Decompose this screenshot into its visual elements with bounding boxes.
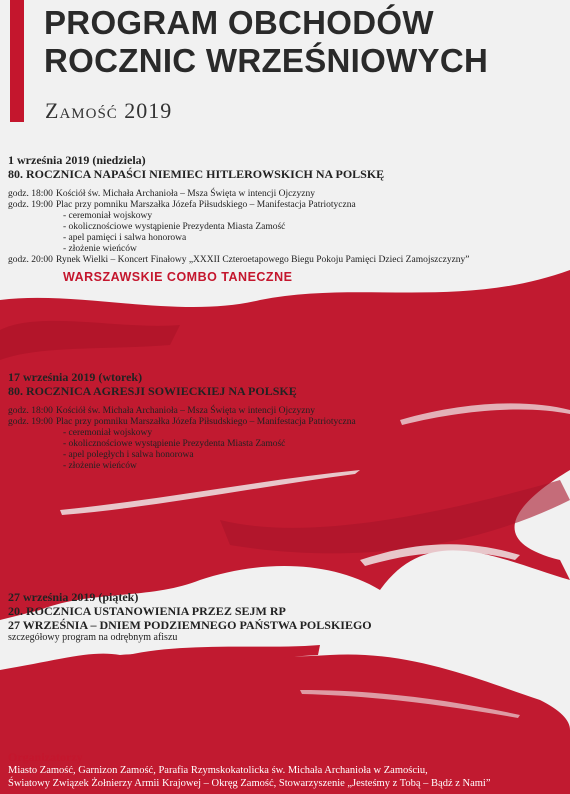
- schedule-entry: [8, 417, 356, 428]
- entry-time: godz. 18:00: [8, 189, 53, 199]
- schedule-sub-item: - apel pamięci i salwa honorowa: [63, 233, 187, 243]
- schedule-entry: [8, 200, 470, 211]
- section-sept-17: [8, 370, 356, 472]
- section-headline: 80. ROCZNICA NAPAŚCI NIEMIEC HITLEROWSKICH NA POLSKĘ: [8, 167, 385, 181]
- schedule-entry: [8, 255, 470, 266]
- section-date: 1 września 2019 (niedziela): [8, 153, 146, 167]
- section-sept-27: [8, 590, 372, 644]
- page-subtitle: Zamość 2019: [45, 98, 173, 123]
- organizers-title: Organizatorzy: [8, 750, 83, 764]
- page-title: [44, 4, 488, 80]
- schedule-sub-item: - ceremoniał wojskowy: [63, 211, 153, 221]
- schedule-list: [8, 406, 356, 472]
- entry-time: godz. 19:00: [8, 200, 53, 210]
- schedule-entry: [8, 189, 470, 200]
- organizers-line-1: Miasto Zamość, Garnizon Zamość, Parafia Rzymskokatolicka św. Michała Archanioła w Zamościu,: [8, 765, 428, 776]
- entry-text: Plac przy pomniku Marszałka Józefa Piłsudskiego – Manifestacja Patriotyczna: [56, 200, 356, 210]
- schedule-sub-item: - złożenie wieńców: [63, 244, 137, 254]
- entry-text: Kościół św. Michała Archanioła – Msza Święta w intencji Ojczyzny: [56, 189, 315, 199]
- entry-time: godz. 18:00: [8, 406, 53, 416]
- section-note: szczegółowy program na odrębnym afiszu: [8, 632, 178, 643]
- schedule-list: [8, 189, 470, 266]
- title-line-1: PROGRAM OBCHODÓW: [44, 4, 434, 41]
- title-line-2: ROCZNIC WRZEŚNIOWYCH: [44, 42, 489, 79]
- entry-text: Plac przy pomniku Marszałka Józefa Piłsudskiego – Manifestacja Patriotyczna: [56, 417, 356, 427]
- schedule-sub-item: - okolicznościowe wystąpienie Prezydenta Miasta Zamość: [63, 439, 286, 449]
- schedule-sub-item: - okolicznościowe wystąpienie Prezydenta Miasta Zamość: [63, 222, 286, 232]
- featured-event: WARSZAWSKIE COMBO TANECZNE: [63, 270, 293, 284]
- section-headline-2: 27 WRZEŚNIA – DNIEM PODZIEMNEGO PAŃSTWA POLSKIEGO: [8, 618, 372, 632]
- organizers-line-2: Światowy Związek Żołnierzy Armii Krajowej – Okręg Zamość, Stowarzyszenie „Jesteśmy z Tobą – Bądź z Nami”: [8, 778, 491, 789]
- section-date: 17 września 2019 (wtorek): [8, 370, 143, 384]
- section-sept-1: [8, 153, 470, 284]
- schedule-entry: [8, 406, 356, 417]
- schedule-sub-item: - ceremoniał wojskowy: [63, 428, 153, 438]
- section-headline: 20. ROCZNICA USTANOWIENIA PRZEZ SEJM RP: [8, 604, 286, 618]
- section-date: 27 września 2019 (piątek): [8, 590, 139, 604]
- schedule-sub-item: - apel poległych i salwa honorowa: [63, 450, 194, 460]
- schedule-sub-item: - złożenie wieńców: [63, 461, 137, 471]
- title-accent-bar: [10, 0, 24, 122]
- entry-text: Rynek Wielki – Koncert Finałowy „XXXII Czteroetapowego Biegu Pokoju Pamięci Dzieci Zamojszczyzny”: [56, 255, 470, 265]
- entry-text: Kościół św. Michała Archanioła – Msza Święta w intencji Ojczyzny: [56, 406, 315, 416]
- section-headline: 80. ROCZNICA AGRESJI SOWIECKIEJ NA POLSKĘ: [8, 384, 297, 398]
- entry-time: godz. 19:00: [8, 417, 53, 427]
- organizers: [8, 750, 491, 790]
- entry-time: godz. 20:00: [8, 255, 53, 265]
